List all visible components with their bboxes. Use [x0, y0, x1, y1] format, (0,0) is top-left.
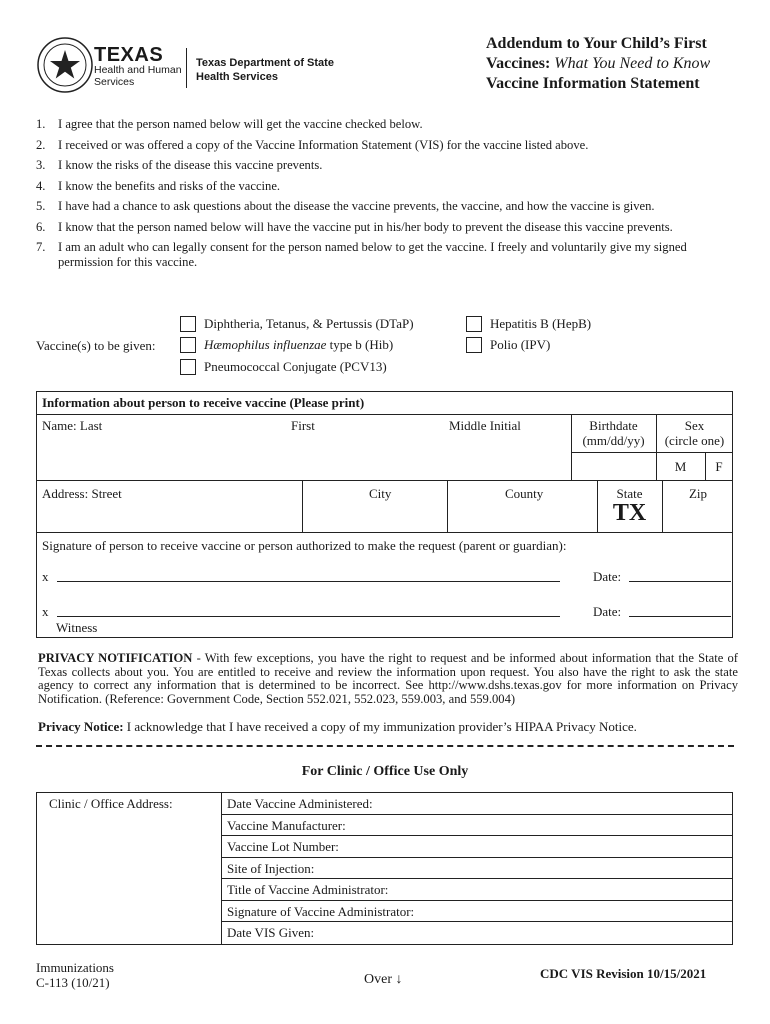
title-line1: Addendum to Your Child’s First	[486, 35, 707, 52]
texas-seal-icon	[36, 36, 94, 94]
clinic-field-lot-number[interactable]: Vaccine Lot Number:	[221, 836, 732, 858]
hib-label-rest: type b (Hib)	[326, 337, 394, 352]
witness-date-label: Date:	[593, 604, 622, 619]
item-number: 5.	[36, 199, 46, 213]
clinic-field-date-administered[interactable]: Date Vaccine Administered:	[221, 793, 732, 815]
logo-divider	[186, 48, 187, 88]
divider	[37, 480, 732, 481]
county-input[interactable]	[448, 502, 596, 530]
sex-hint: (circle one)	[664, 433, 725, 448]
clinic-address-label: Clinic / Office Address:	[49, 796, 173, 811]
item-number: 3.	[36, 158, 46, 172]
witness-label: Witness	[56, 620, 98, 635]
state-value: TX	[612, 500, 647, 526]
item-text: I know the benefits and risks of the vaccine.	[58, 178, 281, 193]
hepb-checkbox[interactable]	[466, 316, 482, 332]
birthdate-label-text: Birthdate	[589, 418, 638, 433]
clinic-use-table	[36, 792, 733, 945]
name-input-area[interactable]	[42, 434, 570, 480]
birthdate-input[interactable]	[572, 453, 656, 480]
city-input[interactable]	[303, 502, 446, 530]
item-text: I know that the person named below will have the vaccine put in his/her body to prevent the disease this vaccine prevents.	[58, 219, 673, 234]
privacy-heading: PRIVACY NOTIFICATION	[38, 651, 193, 665]
vaccine-option-ipv	[466, 337, 550, 353]
birthdate-format: (mm/dd/yy)	[582, 433, 645, 448]
list-item	[36, 117, 736, 132]
item-text: I am an adult who can legally consent for the person named below to get the vaccine. I freely and voluntarily give my signed permission for this vaccine.	[58, 240, 687, 269]
signature-line[interactable]	[57, 581, 560, 582]
vaccines-label: Vaccine(s) to be given:	[36, 338, 156, 353]
item-text: I received or was offered a copy of the Vaccine Information Statement (VIS) for the vaccine listed above.	[58, 137, 589, 152]
sex-label	[656, 418, 733, 448]
privacy-notification	[38, 652, 738, 706]
ipv-checkbox[interactable]	[466, 337, 482, 353]
item-number: 4.	[36, 178, 46, 193]
item-number: 1.	[36, 117, 46, 131]
witness-signature-line[interactable]	[57, 616, 560, 617]
dtap-label: Diphtheria, Tetanus, & Pertussis (DTaP)	[204, 316, 414, 331]
zip-label: Zip	[688, 486, 708, 501]
form-identifier	[36, 960, 114, 990]
recipient-info-box	[36, 391, 733, 638]
witness-date-line[interactable]	[629, 616, 731, 617]
sex-option-f[interactable]: F	[715, 459, 723, 474]
agreement-list	[36, 117, 736, 275]
list-item	[36, 158, 736, 173]
item-text: I know the risks of the disease this vaccine prevents.	[58, 158, 323, 172]
item-number: 6.	[36, 219, 46, 234]
signature-date-line[interactable]	[629, 581, 731, 582]
middle-initial-label: Middle Initial	[449, 418, 521, 433]
signature-prompt: Signature of person to receive vaccine or person authorized to make the request (parent or guardian):	[42, 538, 567, 553]
list-item	[36, 179, 736, 194]
cut-line-divider	[36, 745, 734, 747]
item-number: 2.	[36, 137, 46, 152]
logo-subtitle	[94, 64, 182, 88]
hib-label	[204, 337, 393, 353]
pcv13-label: Pneumococcal Conjugate (PCV13)	[204, 359, 387, 374]
clinic-field-vis-date[interactable]: Date VIS Given:	[227, 925, 315, 940]
vaccine-option-dtap	[180, 316, 414, 332]
list-item	[36, 199, 736, 214]
agency-logo	[36, 36, 346, 98]
title-line2-bold: Vaccines:	[486, 55, 551, 72]
department-name-line1: Texas Department of State	[196, 57, 334, 69]
title-line2	[486, 54, 710, 74]
info-box-header: Information about person to receive vaccine (Please print)	[42, 395, 365, 410]
revision-date: CDC VIS Revision 10/15/2021	[540, 966, 707, 981]
privacy-notice-body: I acknowledge that I have received a copy of my immunization provider’s HIPAA Privacy Notice.	[123, 719, 637, 734]
privacy-notice-heading: Privacy Notice:	[38, 719, 124, 734]
signature-date-label: Date:	[593, 569, 622, 584]
over-indicator: Over ↓	[364, 972, 403, 987]
witness-x-mark: x	[42, 604, 49, 619]
list-item	[36, 220, 736, 235]
pcv13-checkbox[interactable]	[180, 359, 196, 375]
clinic-field-administrator-signature[interactable]: Signature of Vaccine Administrator:	[221, 901, 732, 923]
logo-brand-text: TEXAS	[94, 44, 164, 66]
dtap-checkbox[interactable]	[180, 316, 196, 332]
title-line3: Vaccine Information Statement	[486, 75, 700, 92]
logo-subtitle-line1: Health and Human	[94, 64, 182, 76]
hib-label-italic: Hæmophilus influenzae	[204, 337, 327, 352]
hib-checkbox[interactable]	[180, 337, 196, 353]
item-number: 7.	[36, 240, 46, 254]
city-label: City	[369, 486, 392, 501]
title-line2-italic: What You Need to Know	[554, 55, 711, 72]
vaccine-option-hepb	[466, 316, 591, 332]
logo-subtitle-line2: Services	[94, 76, 135, 88]
document-title	[486, 34, 710, 94]
item-text: I have had a chance to ask questions about the disease the vaccine prevents, the vaccine, and how the vaccine is given.	[58, 199, 655, 213]
address-street-label: Address: Street	[42, 486, 122, 501]
street-input[interactable]	[42, 502, 297, 530]
state-label: State	[616, 486, 643, 501]
sex-option-m[interactable]: M	[674, 459, 687, 474]
program-name: Immunizations	[36, 960, 114, 975]
department-name-line2: Health Services	[196, 71, 278, 83]
divider	[37, 532, 732, 533]
form-number: C-113 (10/21)	[36, 975, 110, 990]
vaccine-option-hib	[180, 337, 393, 353]
privacy-notice	[38, 719, 738, 735]
divider	[37, 414, 732, 415]
clinic-field-administrator-title[interactable]: Title of Vaccine Administrator:	[221, 879, 732, 901]
name-last-label: Name: Last	[42, 418, 103, 433]
clinic-section-title: For Clinic / Office Use Only	[301, 764, 469, 779]
first-name-label: First	[291, 418, 315, 433]
department-name	[196, 56, 334, 84]
item-text: I agree that the person named below will get the vaccine checked below.	[58, 117, 423, 131]
clinic-field-injection-site[interactable]: Site of Injection:	[221, 858, 732, 880]
hepb-label: Hepatitis B (HepB)	[490, 316, 592, 331]
vaccine-option-pcv13	[180, 359, 387, 375]
birthdate-label	[571, 418, 656, 448]
clinic-field-manufacturer[interactable]: Vaccine Manufacturer:	[221, 815, 732, 837]
privacy-body: - With few exceptions, you have the right to request and be informed about information that the State of Texas collects about you. You are entitled to receive and review the information upon request. You also have the right to ask the state agency to correct any information that is determined to be incorrect. See http://www.dshs.texas.gov for more information on Privacy Notification. (Reference: Government Code, Section 552.021, 552.023, 559.003, and 559.004)	[38, 651, 738, 706]
ipv-label: Polio (IPV)	[490, 337, 551, 352]
county-label: County	[505, 486, 544, 501]
list-item	[36, 240, 736, 269]
list-item	[36, 138, 736, 153]
sex-label-text: Sex	[684, 418, 705, 433]
zip-input[interactable]	[663, 502, 733, 530]
signature-x-mark: x	[42, 569, 49, 584]
